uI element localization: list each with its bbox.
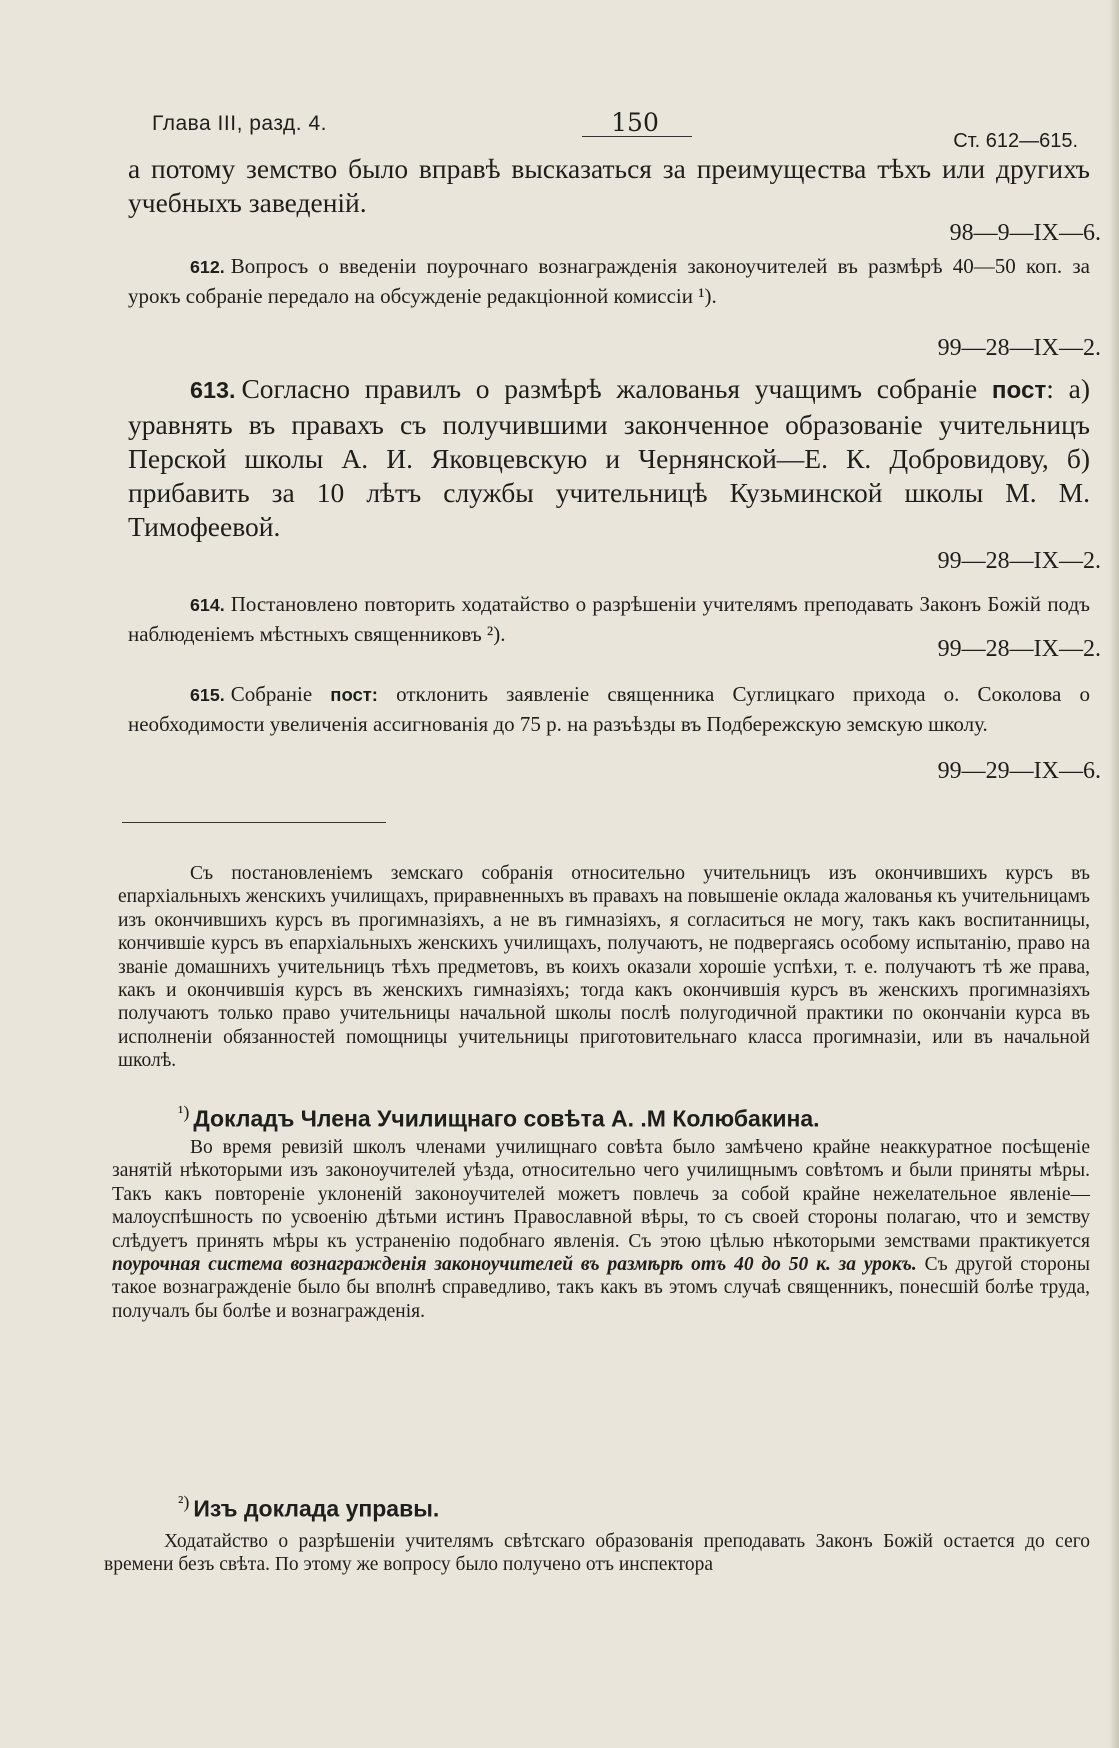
footnote-1-text: Съ другой стороны такое вознагражденіе было бы вполнѣ справедливо, такъ какъ въ этомъ случаѣ священникъ, понесшій болѣе труда, получалъ бы болѣе и вознагражденія. [112, 1254, 1090, 1322]
intro-paragraph [128, 152, 1090, 220]
footnote-1-heading [178, 1102, 820, 1133]
governor-note-text: Съ постановленіемъ земскаго собранія относительно учительницъ изъ окончившихъ курсъ въ епархіальныхъ женскихъ училищахъ, приравненныхъ въ правахъ на повышеніе оклада жалованья къ учительницамъ изъ окончившихъ курсъ въ прогимназіяхъ, а не въ гимназіяхъ, я согласиться не могу, такъ какъ воспитанницы, кончившіе курсъ въ епархіальныхъ женскихъ училищахъ, получаютъ, не подвергаясь особому испытанію, право на званіе домашнихъ учительницъ тѣхъ предметовъ, въ коихъ оказали хорошіе успѣхи, т. е. получаютъ тѣ же права, какъ и окончившія курсъ въ женскихъ гимназіяхъ; тогда какъ окончившія курсъ въ женскихъ прогимназіяхъ получаютъ только право учительницы начальной школы послѣ полугодичной практики по окончаніи курса въ исполненіи обязанностей помощницы учительницы приготовительнаго класса прогимназіи, или въ начальной школѣ. [118, 863, 1090, 1072]
page-number-rule [582, 136, 692, 137]
article-text: Постановлено повторить ходатайство о разрѣшеніи учителямъ преподавать Законъ Божій подъ наблюденіемъ мѣстныхъ священниковъ ²). [128, 592, 1090, 646]
article-615 [128, 680, 1090, 739]
footnote-1-emphasis: поурочная система вознагражденія законоучителей въ размѣрѣ отъ 40 до 50 к. за урокъ. [112, 1254, 917, 1276]
footnote-1-title: Докладъ Члена Училищнаго совѣта А. .М Колюбакина. [193, 1105, 820, 1132]
article-text: Собраніе [230, 682, 313, 706]
footnote-2-body [104, 1530, 1090, 1577]
footnote-divider [122, 822, 386, 823]
governor-note [118, 862, 1090, 1073]
chapter-label: Глава III, разд. 4. [152, 112, 327, 135]
intro-ref: 98—9—IX—6. [949, 220, 1101, 246]
article-615-ref: 99—29—IX—6. [937, 758, 1101, 784]
resolved-abbrev: пост: [330, 684, 378, 705]
footnote-2-text: Ходатайство о разрѣшеніи учителямъ свѣтскаго образованія преподавать Законъ Божій остается до сего времени безъ свѣта. По этому же вопросу было получено отъ инспектора [104, 1531, 1090, 1576]
footnote-marker: ²) [178, 1492, 190, 1512]
article-612 [128, 252, 1090, 311]
article-number: 613. [190, 377, 236, 403]
running-header [140, 108, 1100, 152]
article-text: Вопросъ о введеніи поурочнаго вознагражденія законоучителей въ размѣрѣ 40—50 коп. за урокъ собраніе передало на обсужденіе редакціонной комиссіи ¹). [128, 254, 1090, 308]
footnote-marker: ¹) [178, 1102, 190, 1122]
article-613-ref: 99—28—IX—2. [937, 548, 1101, 574]
footnote-2-heading [178, 1492, 439, 1523]
article-614-ref: 99—28—IX—2. [937, 636, 1101, 662]
footnote-1-body [112, 1136, 1090, 1323]
article-number: 615. [190, 685, 225, 705]
intro-text: а потому земство было вправѣ высказаться за преимущества тѣхъ или другихъ учебныхъ заведеній. [128, 153, 1090, 218]
footnote-2-title: Изъ доклада управы. [193, 1495, 440, 1522]
article-range: Ст. 612—615. [953, 130, 1078, 152]
article-text: : а) уравнять въ правахъ съ получившими законченное образованіе учительницъ Перской школы А. И. Яковцевскую и Чернянской—Е. К. Добровидову, б) прибавить за 10 лѣтъ службы учительницѣ Кузьминской школы М. М. Тимофеевой. [128, 373, 1090, 542]
article-text: отклонить заявленіе священника Суглицкаго прихода о. Соколова о необходимости увеличенія ассигнованія до 75 р. на разъѣзды въ Подбережскую земскую школу. [128, 682, 1091, 736]
article-number: 612. [190, 257, 225, 277]
resolved-abbrev: пост [991, 377, 1047, 404]
article-612-ref: 99—28—IX—2. [937, 335, 1101, 361]
article-613 [128, 372, 1090, 544]
article-text: Согласно правилъ о размѣрѣ жалованья учащимъ собраніе [241, 373, 978, 404]
footnote-1-text: Во время ревизій школъ членами училищнаго совѣта было замѣчено крайне неаккуратное посѣщеніе занятій нѣкоторыми изъ законоучителей уѣзда, относительно чего училищнымъ совѣтомъ и были приняты мѣры. Такъ какъ повтореніе уклоненій законоучителей можетъ повлечь за собой крайне нежелательное явленіе—малоуспѣшность по усвоенію дѣтьми истинъ Православной вѣры, то съ своей стороны полагаю, что и земству слѣдуетъ принять мѣры къ устраненію подобнаго явленія. Съ этою цѣлью нѣкоторыми земствами практикуется [112, 1137, 1090, 1252]
article-number: 614. [190, 595, 225, 615]
page-number: 150 [611, 108, 659, 137]
page-edge-shadow [1109, 0, 1119, 1748]
